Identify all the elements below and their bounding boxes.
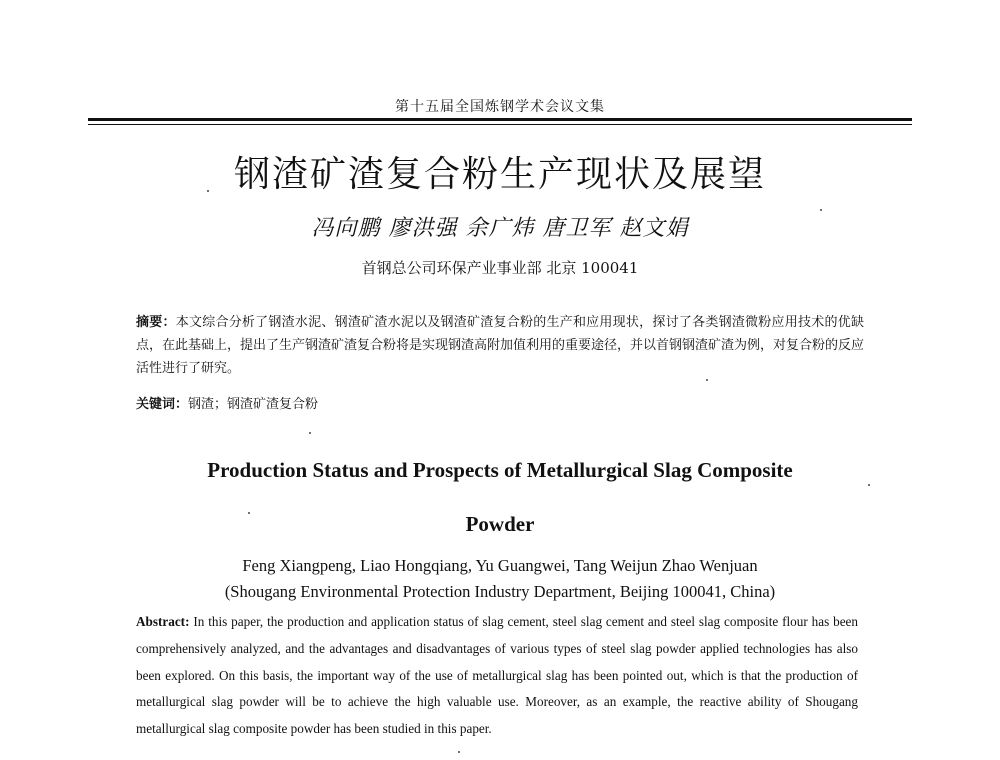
en-abstract — [136, 609, 858, 743]
cn-authors: 冯向鹏 廖洪强 余广炜 唐卫军 赵文娟 — [311, 216, 689, 241]
scan-speck — [458, 751, 460, 753]
scan-speck — [868, 484, 870, 486]
cn-abstract-text: 本文综合分析了钢渣水泥、钢渣矿渣水泥以及钢渣矿渣复合粉的生产和应用现状，探讨了各类钢渣微粉应用技术的优缺点，在此基础上，提出了生产钢渣矿渣复合粉将是实现钢渣高附加值利用的重要途径，并以首钢钢渣矿渣为例，对复合粉的反应活性进行了研究。 — [136, 315, 865, 376]
header-rule-thin — [88, 124, 912, 125]
en-title-line1: Production Status and Prospects of Metallurgical Slag Composite — [207, 458, 793, 482]
cn-keywords-text: 钢渣；钢渣矿渣复合粉 — [188, 397, 319, 412]
scan-speck — [309, 432, 311, 434]
en-abstract-label: Abstract: — [136, 614, 190, 629]
en-title-line2: Powder — [465, 512, 535, 536]
en-affiliation: (Shougang Environmental Protection Industry Department, Beijing 100041, China) — [224, 582, 776, 601]
en-authors: Feng Xiangpeng, Liao Hongqiang, Yu Guangwei, Tang Weijun Zhao Wenjuan — [242, 556, 758, 575]
scan-speck — [706, 379, 708, 381]
scan-speck — [207, 190, 209, 192]
header-rule-thick — [88, 118, 912, 121]
cn-keywords-label: 关键词： — [136, 397, 189, 412]
scan-speck — [248, 512, 250, 514]
running-head: 第十五届全国炼钢学术会议文集 — [395, 99, 605, 115]
cn-keywords — [136, 394, 864, 416]
cn-abstract — [136, 311, 864, 380]
scan-speck — [820, 209, 822, 211]
cn-abstract-label: 摘要： — [136, 315, 176, 330]
en-abstract-text: In this paper, the production and application status of slag cement, steel slag cement and steel slag composite flour has been comprehensively analyzed, and the advantages and disadvantages of various types of steel slag powder applied technologies has also been explored. On this basis, the important way of the use of metallurgical slag has been pointed out, which is that the production of metallurgical slag powder will be to achieve the high valuable use. Moreover, as an example, the reactive ability of Shougang metallurgical slag composite powder has been studied in this paper. — [136, 614, 858, 737]
cn-affiliation: 首钢总公司环保产业事业部 北京 100041 — [361, 259, 639, 277]
cn-title: 钢渣矿渣复合粉生产现状及展望 — [233, 154, 766, 195]
